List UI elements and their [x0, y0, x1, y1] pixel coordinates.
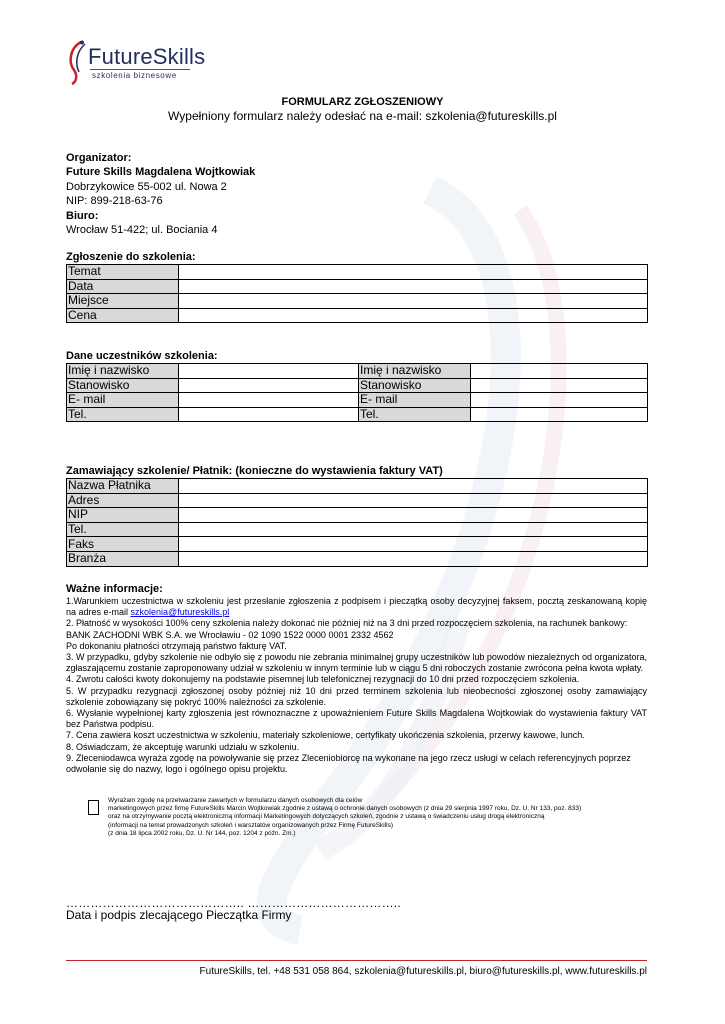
consent-line-5: (z dnia 18 lipca 2002 roku, Dz. U. Nr 144, poz. 1204 z późn. Zm.): [108, 829, 296, 837]
participant-1-label-name: Imię i nazwisko: [67, 364, 179, 379]
info-item-6: 6. Wysłanie wypełnionej karty zgłoszenia jest równoznaczne z upoważnieniem Future Skills Magdalena Wojtkowiak do wystawienia faktury VAT bez Państwa podpisu.: [66, 708, 647, 730]
participant-2-email-field[interactable]: [471, 393, 648, 408]
office-address: Wrocław 51-422; ul. Bociania 4: [66, 224, 218, 237]
organizer-label: Organizator:: [66, 152, 132, 164]
info-item-2b: Po dokonaniu płatności otrzymają państwo fakturę VAT.: [66, 640, 287, 651]
payer-label-industry: Branża: [67, 551, 179, 566]
info-item-3: 3. W przypadku, gdyby szkolenie nie odbyło się z powodu nie zebrania minimalnej grupy uczestników lub powodów niezależnych od organizatora, zgłaszającemu zostanie zaproponowany udział w szkoleniu w innym terminie lub w ciągu 5 dni roboczych zostanie zwrócona pełna kwota wpłaty.: [66, 652, 647, 674]
table-row: [67, 479, 648, 494]
info-heading: Ważne informacje:: [66, 583, 163, 595]
training-label-place: Miejsce: [67, 294, 179, 309]
consent-line-1: Wyrażam zgodę na przetwarzanie zawartych w formularzu danych osobowych dla celów: [108, 797, 363, 804]
info-item-9: 9. Zleceniodawca wyraża zgodę na powoływanie się przez Zleceniobiorcę na wykonane na jego rzecz usługi w celach referencyjnych poprzez odwołanie się do nazwy, logo i ogólnego opisu projektu.: [66, 752, 631, 775]
participant-1-email-field[interactable]: [179, 393, 359, 408]
training-label-topic: Temat: [67, 265, 179, 280]
participant-2-label-email: E- mail: [359, 393, 471, 408]
participant-1-name-field[interactable]: [179, 364, 359, 379]
signature-label: Data i podpis zlecającego Pieczątka Firmy: [66, 908, 292, 922]
participant-1-label-position: Stanowisko: [67, 378, 179, 393]
payer-heading: Zamawiający szkolenie/ Płatnik: (konieczne do wystawienia faktury VAT): [66, 465, 443, 477]
participant-1-phone-field[interactable]: [179, 407, 359, 422]
table-row: [67, 265, 648, 280]
table-row: [67, 551, 648, 566]
payer-name-field[interactable]: [179, 479, 648, 494]
participants-table: [66, 363, 648, 422]
payer-address-field[interactable]: [179, 493, 648, 508]
participant-1-label-email: E- mail: [67, 393, 179, 408]
participant-2-label-phone: Tel.: [359, 407, 471, 422]
table-row: [67, 364, 648, 379]
payer-label-address: Adres: [67, 493, 179, 508]
payer-phone-field[interactable]: [179, 522, 648, 537]
table-row: [67, 493, 648, 508]
participant-2-label-name: Imię i nazwisko: [359, 364, 471, 379]
info-email-link[interactable]: szkolenia@futureskills.pl: [130, 607, 230, 618]
info-item-8: 8. Oświadczam, że akceptuję warunki udziału w szkoleniu.: [66, 741, 300, 752]
participant-2-name-field[interactable]: [471, 364, 648, 379]
footer-divider: [66, 960, 647, 961]
training-label-date: Data: [67, 279, 179, 294]
participant-1-label-phone: Tel.: [67, 407, 179, 422]
footer-contact: FutureSkills, tel. +48 531 058 864, szkolenia@futureskills.pl, biuro@futureskills.pl, www.futureskills.pl: [199, 966, 647, 977]
training-heading: Zgłoszenie do szkolenia:: [66, 251, 196, 263]
info-item-7: 7. Cena zawiera koszt uczestnictwa w szkoleniu, materiały szkoleniowe, certyfikaty ukończenia szkolenia, przerwy kawowe, lunch.: [66, 730, 585, 741]
training-topic-field[interactable]: [179, 265, 648, 280]
logo-tagline: szkolenia biznesowe: [92, 71, 177, 80]
info-item-1: [66, 596, 647, 618]
info-item-5: 5. W przypadku rezygnacji zgłoszonej osoby później niż 10 dni przed terminem szkolenia lub nieobecności zgłoszonej osoby zamawiający szkolenie zobowiązany się pokryć 100% należności za szkolenie.: [66, 685, 647, 707]
organizer-block: [66, 151, 255, 237]
payer-label-nip: NIP: [67, 508, 179, 523]
table-row: [67, 308, 648, 323]
table-row: [67, 537, 648, 552]
form-subtitle: Wypełniony formularz należy odesłać na e-mail: szkolenia@futureskills.pl: [168, 109, 557, 123]
consent-checkbox[interactable]: [88, 800, 99, 815]
consent-line-4: (informacji na temat prowadzonych szkoleń i warsztatów organizowanych przez Firmę FutureSkills): [108, 821, 394, 829]
organizer-name: Future Skills Magdalena Wojtkowiak: [66, 166, 256, 179]
logo-swoosh-icon: [66, 40, 90, 85]
info-item-4: 4. Zwrotu całości kwoty dokonujemy na podstawie pisemnej lub telefonicznej rezygnacji do 10 dni przed rozpoczęciem szkolenia.: [66, 674, 580, 685]
participant-2-label-position: Stanowisko: [359, 378, 471, 393]
payer-label-name: Nazwa Płatnika: [67, 479, 179, 494]
organizer-nip: NIP: 899-218-63-76: [66, 195, 163, 208]
consent-line-2: marketingowych przez firmę FutureSkills Marcin Wojtkowiak zgodnie z ustawą o ochronie danych osobowych (z dnia 29 sierpnia 1997 roku, Dz. U. Nr 133, poz. 833): [108, 805, 582, 813]
payer-label-phone: Tel.: [67, 522, 179, 537]
participant-1-position-field[interactable]: [179, 378, 359, 393]
table-row: [67, 279, 648, 294]
training-date-field[interactable]: [179, 279, 648, 294]
payer-fax-field[interactable]: [179, 537, 648, 552]
training-place-field[interactable]: [179, 294, 648, 309]
form-title: FORMULARZ ZGŁOSZENIOWY: [281, 96, 444, 108]
info-item-1-text: 1.Warunkiem uczestnictwa w szkoleniu jest przesłanie zgłoszenia z podpisem i pieczątką osoby decyzyjnej faksem, pocztą zeskanowaną kopię na adres e-mail: [66, 596, 647, 618]
participant-2-position-field[interactable]: [471, 378, 648, 393]
payer-industry-field[interactable]: [179, 551, 648, 566]
training-table: [66, 264, 648, 323]
logo-divider: [90, 69, 190, 70]
logo-brand-name: FutureSkills: [88, 44, 206, 69]
table-row: [67, 378, 648, 393]
table-row: [67, 294, 648, 309]
table-row: [67, 522, 648, 537]
organizer-address: Dobrzykowice 55-002 ul. Nowa 2: [66, 180, 227, 193]
payer-table: [66, 478, 648, 567]
table-row: [67, 508, 648, 523]
participant-2-phone-field[interactable]: [471, 407, 648, 422]
training-label-price: Cena: [67, 308, 179, 323]
consent-text: [108, 797, 648, 838]
info-item-2: 2. Płatność w wysokości 100% ceny szkolenia należy dokonać nie później niż na 3 dni przed rozpoczęciem szkolenia, na rachunek bankowy: BANK ZACHODNI WBK S.A. we Wrocławiu - 02 1090 1522 0000 0001 2332 4562: [66, 618, 628, 640]
company-logo: [66, 40, 206, 85]
participants-heading: Dane uczestników szkolenia:: [66, 350, 218, 362]
payer-nip-field[interactable]: [179, 508, 648, 523]
payer-label-fax: Faks: [67, 537, 179, 552]
consent-line-3: oraz na otrzymywanie pocztą elektroniczną informacji Marketingowych dotyczących szkoleń, zgodnie z ustawą o świadczeniu usług drogą elektroniczną: [108, 813, 545, 821]
signature-line[interactable]: …………………………………….. ………………………………..: [66, 896, 401, 910]
table-row: [67, 393, 648, 408]
important-info: [66, 583, 647, 775]
table-row: [67, 407, 648, 422]
office-label: Biuro:: [66, 209, 99, 222]
training-price-field[interactable]: [179, 308, 648, 323]
